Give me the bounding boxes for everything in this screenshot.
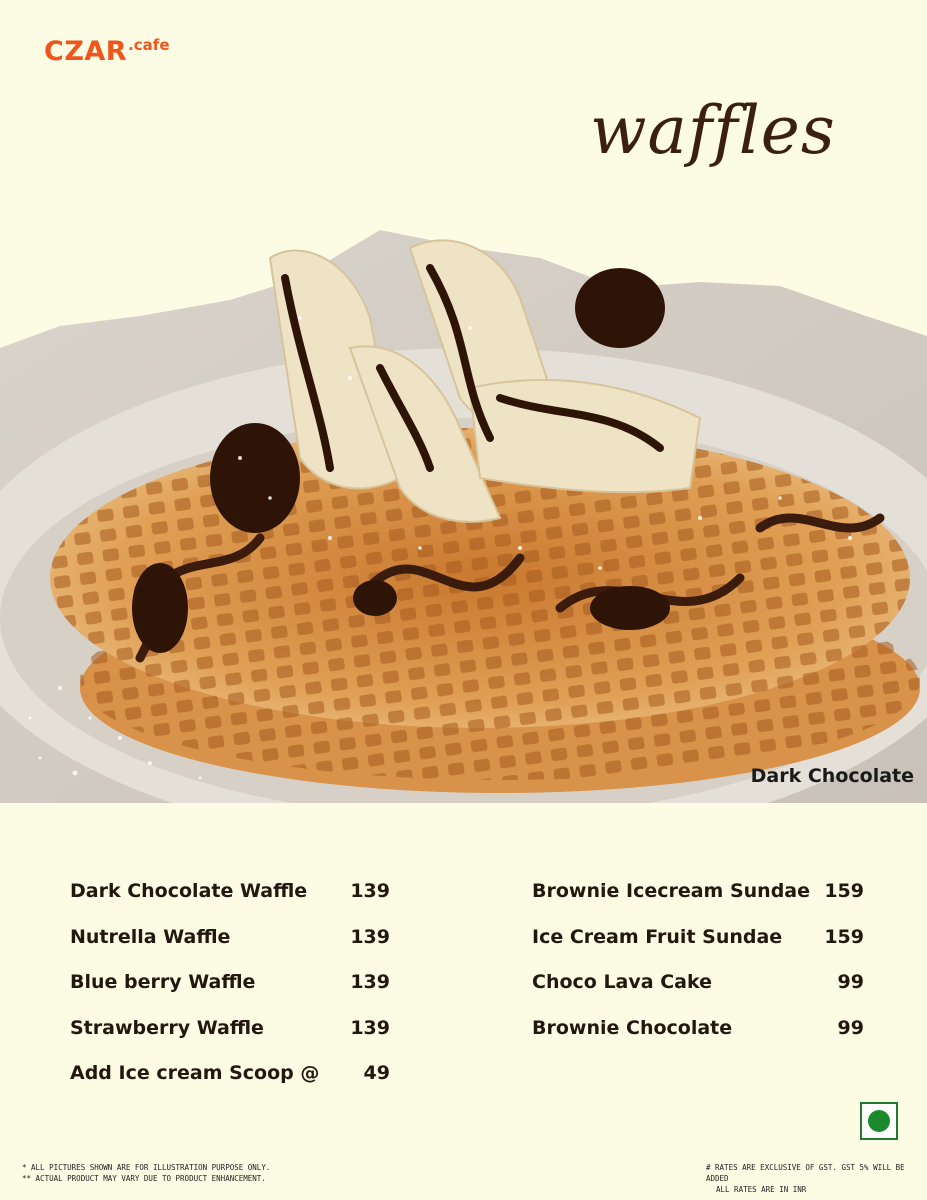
menu-item-name: Ice Cream Fruit Sundae: [532, 925, 783, 948]
menu-item-price: 159: [824, 925, 864, 948]
menu-item-name: Strawberry Waffle: [70, 1016, 264, 1039]
menu-item-name: Brownie Chocolate: [532, 1016, 733, 1039]
currency-note-line: ALL RATES ARE IN INR: [716, 1185, 807, 1194]
page-title: waffles: [590, 92, 836, 169]
menu-item: [70, 971, 390, 1017]
menu-item: [532, 880, 864, 926]
menu-item-price: 139: [350, 971, 390, 993]
disclaimer-left: [22, 1162, 270, 1184]
menu-item-price: 139: [350, 925, 390, 948]
menu-item-name: Nutrella Waffle: [70, 925, 231, 948]
disclaimer-line: * ALL PICTURES SHOWN ARE FOR ILLUSTRATION PURPOSE ONLY.: [22, 1163, 271, 1172]
menu-item: [70, 880, 390, 926]
disclaimer-right: [706, 1162, 927, 1195]
menu-item-price: 99: [837, 1016, 864, 1039]
menu-item: [70, 1017, 390, 1063]
menu-item-name: Brownie Icecream Sundae: [532, 880, 811, 902]
menu-item-name: Dark Chocolate Waffle: [70, 880, 308, 902]
menu-item: [70, 1062, 390, 1108]
disclaimer-line: ** ACTUAL PRODUCT MAY VARY DUE TO PRODUCT ENHANCEMENT.: [22, 1174, 266, 1183]
menu-column-right: [532, 880, 864, 1062]
veg-symbol-icon: [860, 1102, 898, 1140]
menu-column-left: [70, 880, 390, 1108]
brand-suffix: .cafe: [128, 36, 170, 54]
menu-item-price: 49: [363, 1062, 390, 1084]
waffle-photo: [0, 218, 927, 803]
menu-item: [70, 926, 390, 972]
photo-caption: Dark Chocolate: [750, 765, 914, 787]
menu-item-price: 99: [837, 971, 864, 993]
brand-name: CZAR: [44, 36, 128, 67]
tax-note-line: # RATES ARE EXCLUSIVE OF GST. GST 5% WILL BE ADDED: [706, 1163, 905, 1183]
menu-item-name: Blue berry Waffle: [70, 971, 256, 993]
waffle-illustration: [0, 218, 927, 803]
menu-item: [532, 971, 864, 1017]
menu-item-name: Add Ice cream Scoop @: [70, 1062, 320, 1084]
brand-logo: [44, 36, 170, 67]
menu-item-price: 159: [824, 880, 864, 902]
menu-item-price: 139: [350, 880, 390, 902]
menu-item: [532, 926, 864, 972]
menu-item: [532, 1017, 864, 1063]
menu-item-name: Choco Lava Cake: [532, 971, 712, 993]
veg-dot: [868, 1110, 890, 1132]
menu-item-price: 139: [350, 1016, 390, 1039]
